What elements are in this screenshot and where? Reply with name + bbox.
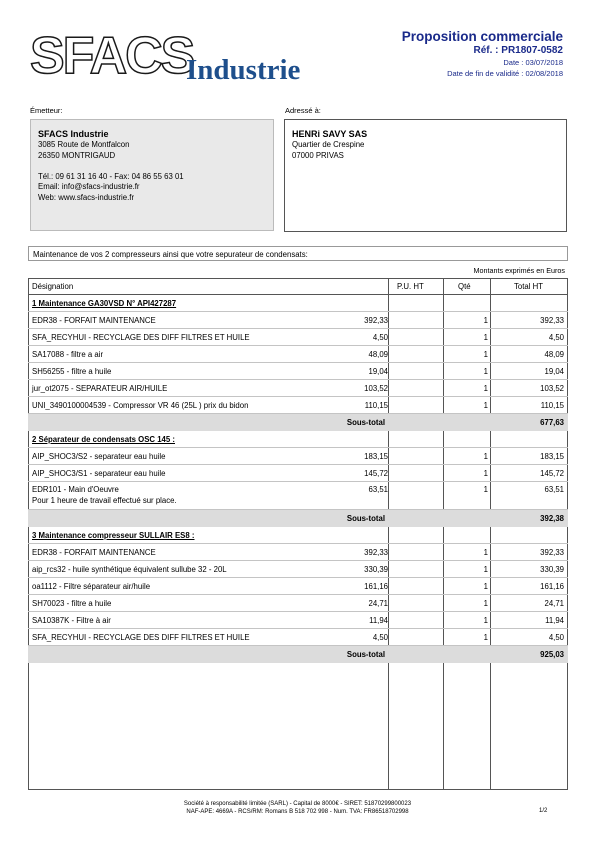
cell-total: 63,51 (544, 485, 564, 494)
cell-designation: aip_rcs32 - huile synthétique équivalent sullube 32 - 20L (32, 565, 227, 574)
cell-designation: UNI_3490100004539 - Compressor VR 46 (25L ) prix du bidon (32, 401, 249, 410)
cell-total: 19,04 (544, 367, 564, 376)
table-header-row (28, 278, 568, 295)
document-title: Proposition commerciale (401, 29, 563, 44)
cell-quantity: 1 (483, 367, 488, 376)
table-row (28, 397, 568, 414)
page-number: 1/2 (539, 808, 548, 814)
table-row (28, 329, 568, 346)
cell-quantity: 1 (483, 599, 488, 608)
cell-total: 145,72 (540, 469, 564, 478)
sender-address-line2: 26350 MONTRIGAUD (38, 150, 116, 160)
recipient-name: HENRi SAVY SAS (292, 129, 368, 139)
header-designation: Désignation (32, 282, 74, 291)
section-title: 3 Maintenance compresseur SULLAIR ES8 : (32, 531, 195, 540)
cell-quantity: 1 (483, 401, 488, 410)
header-quantity: Qté (458, 282, 471, 291)
designation-line1: EDR101 - Main d'Oeuvre (32, 485, 119, 494)
section-title-row (28, 431, 568, 448)
header-unit-price: P.U. HT (397, 282, 424, 291)
sender-email: Email: info@sfacs-industrie.fr (38, 182, 140, 192)
cell-unit-price: 392,33 (364, 316, 388, 325)
table-row (28, 363, 568, 380)
cell-designation: SH56255 - filtre a huile (32, 367, 112, 376)
cell-designation: SA17088 - filtre a air (32, 350, 104, 359)
intro-text: Maintenance de vos 2 compresseurs ainsi que votre sepurateur de condensats: (28, 246, 568, 261)
legal-footer (0, 800, 595, 817)
cell-designation: AIP_SHOC3/S2 - separateur eau huile (32, 452, 166, 461)
cell-designation: AIP_SHOC3/S1 - separateur eau huile (32, 469, 166, 478)
table-row (28, 578, 568, 595)
cell-total: 4,50 (548, 333, 564, 342)
table-row (28, 482, 568, 510)
cell-total: 48,09 (544, 350, 564, 359)
cell-unit-price: 63,51 (368, 485, 388, 494)
validity-date: Date de fin de validité : 02/08/2018 (447, 69, 563, 78)
table-row (28, 346, 568, 363)
cell-quantity: 1 (483, 350, 488, 359)
cell-total: 330,39 (540, 565, 564, 574)
subtotal-value: 925,03 (540, 650, 564, 659)
subtotal-value: 392,38 (540, 514, 564, 523)
cell-quantity: 1 (483, 582, 488, 591)
recipient-label: Adressé à: (285, 106, 321, 115)
cell-designation: EDR38 - FORFAIT MAINTENANCE (32, 548, 156, 557)
cell-unit-price: 24,71 (368, 599, 388, 608)
sender-label: Émetteur: (30, 106, 63, 115)
table-row (28, 612, 568, 629)
cell-unit-price: 48,09 (368, 350, 388, 359)
currency-note: Montants exprimés en Euros (473, 266, 565, 275)
designation-line2: Pour 1 heure de travail effectué sur place. (32, 495, 177, 505)
header-total: Total HT (514, 282, 544, 291)
subtotal-label: Sous-total (346, 650, 385, 659)
table-row (28, 380, 568, 397)
table-row (28, 312, 568, 329)
cell-quantity: 1 (483, 616, 488, 625)
cell-unit-price: 103,52 (364, 384, 388, 393)
sender-name: SFACS Industrie (38, 129, 109, 139)
table-row (28, 561, 568, 578)
cell-unit-price: 161,16 (364, 582, 388, 591)
cell-quantity: 1 (483, 565, 488, 574)
cell-unit-price: 330,39 (364, 565, 388, 574)
cell-designation: SA10387K - Filtre à air (32, 616, 111, 625)
cell-total: 4,50 (548, 633, 564, 642)
cell-quantity: 1 (483, 452, 488, 461)
section-title-row (28, 295, 568, 312)
cell-designation: jur_ot2075 - SEPARATEUR AIR/HUILE (32, 384, 168, 393)
company-logo (30, 27, 320, 90)
cell-unit-price: 392,33 (364, 548, 388, 557)
document-date: Date : 03/07/2018 (503, 58, 563, 67)
cell-unit-price: 19,04 (368, 367, 388, 376)
cell-designation: SFA_RECYHUI - RECYCLAGE DES DIFF FILTRES ET HUILE (32, 333, 250, 342)
cell-designation: SFA_RECYHUI - RECYCLAGE DES DIFF FILTRES ET HUILE (32, 633, 250, 642)
subtotal-row (28, 646, 568, 663)
cell-unit-price: 145,72 (364, 469, 388, 478)
table-row (28, 465, 568, 482)
cell-quantity: 1 (483, 333, 488, 342)
subtotal-value: 677,63 (540, 418, 564, 427)
cell-total: 24,71 (544, 599, 564, 608)
recipient-box (284, 119, 567, 232)
footer-line2: NAF-APE: 4669A - RCS/RM: Romans B 518 702 998 - Num. TVA: FR86518702998 (186, 809, 409, 816)
footer-line1: Société à responsabilité limitée (SARL) - Capital de 8000€ - SIRET: 51870299800023 (183, 801, 412, 807)
cell-designation: SH70023 - filtre a huile (32, 599, 112, 608)
cell-total: 103,52 (540, 384, 564, 393)
logo-word: Industrie (186, 54, 301, 86)
cell-quantity: 1 (483, 316, 488, 325)
cell-designation: EDR38 - FORFAIT MAINTENANCE (32, 316, 156, 325)
cell-total: 11,94 (545, 616, 564, 625)
sender-web: Web: www.sfacs-industrie.fr (38, 193, 135, 203)
logo-mark: SFACS (30, 27, 194, 85)
cell-unit-price: 11,94 (369, 616, 388, 625)
subtotal-row (28, 414, 568, 431)
cell-quantity: 1 (483, 548, 488, 557)
sender-address-line1: 3085 Route de Montfalcon (38, 140, 130, 149)
cell-total: 110,15 (540, 401, 564, 410)
cell-unit-price: 110,15 (364, 401, 388, 410)
section-title: 2 Séparateur de condensats OSC 145 : (32, 435, 175, 444)
cell-quantity: 1 (483, 384, 488, 393)
subtotal-label: Sous-total (346, 418, 385, 427)
cell-unit-price: 4,50 (372, 633, 388, 642)
sender-phone: Tél.: 09 61 31 16 40 - Fax: 04 86 55 63 01 (38, 171, 184, 181)
table-row (28, 629, 568, 646)
recipient-address-line1: Quartier de Crespine (292, 140, 365, 149)
table-row (28, 595, 568, 612)
cell-quantity: 1 (483, 485, 488, 494)
subtotal-label: Sous-total (346, 514, 385, 523)
cell-total: 392,33 (540, 316, 564, 325)
document-reference: Réf. : PR1807-0582 (473, 45, 563, 56)
cell-total: 392,33 (540, 548, 564, 557)
cell-total: 183,15 (540, 452, 564, 461)
cell-unit-price: 4,50 (372, 333, 388, 342)
table-row (28, 544, 568, 561)
section-title: 1 Maintenance GA30VSD N° API427287 (32, 299, 177, 308)
sender-box (30, 119, 274, 231)
table-row (28, 448, 568, 465)
cell-total: 161,16 (540, 582, 564, 591)
recipient-address-line2: 07000 PRIVAS (292, 150, 344, 160)
section-title-row (28, 527, 568, 544)
cell-quantity: 1 (483, 469, 488, 478)
cell-designation (32, 485, 177, 505)
cell-quantity: 1 (483, 633, 488, 642)
cell-designation: oa1112 - Filtre séparateur air/huile (32, 582, 151, 591)
subtotal-row (28, 510, 568, 527)
cell-unit-price: 183,15 (364, 452, 388, 461)
